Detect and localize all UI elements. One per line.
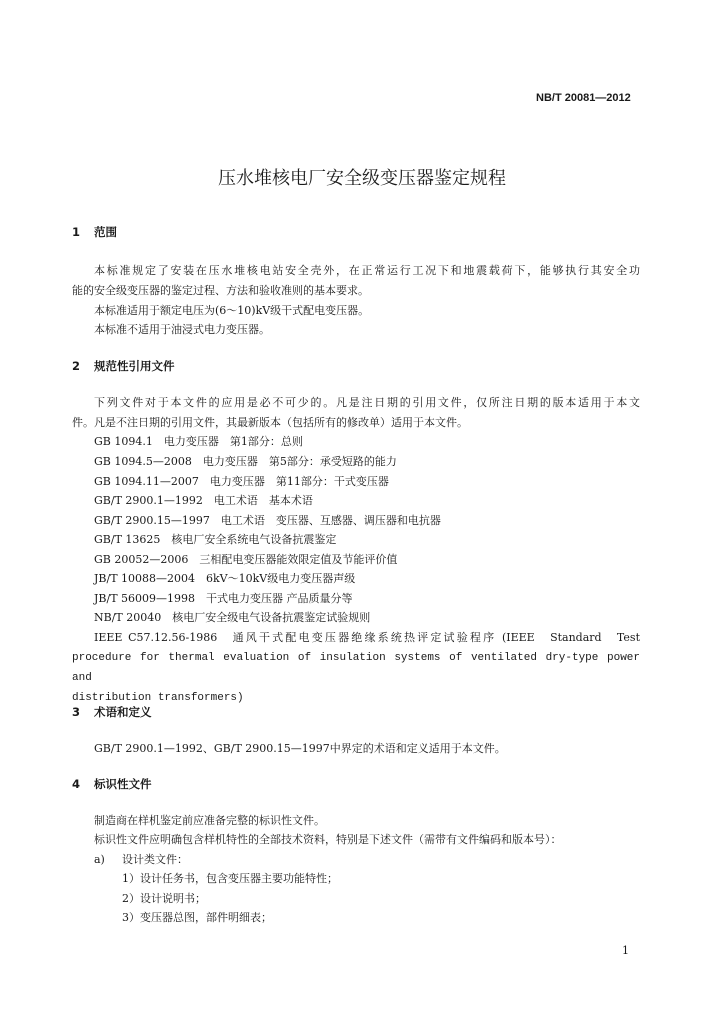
- section-title: 标识性文件: [94, 777, 152, 791]
- standard-code-header: NB/T 20081—2012: [536, 92, 631, 104]
- section-title: 规范性引用文件: [94, 359, 175, 373]
- paragraph-line: 件。凡是不注日期的引用文件，其最新版本（包括所有的修改单）适用于本文件。: [72, 416, 468, 429]
- sub-list-item: 1）设计任务书，包含变压器主要功能特性；: [122, 872, 338, 885]
- section-title: 范围: [94, 225, 118, 239]
- paragraph-line: procedure for thermal evaluation of insulation systems of ventilated dry-type power and: [72, 652, 640, 684]
- section-4-paragraph-2: 标识性文件应明确包含样机特性的全部技术资料，特别是下述文件（需带有文件编码和版本号）：: [94, 833, 562, 846]
- list-item-label: a): [94, 853, 105, 866]
- section-number: 2: [72, 359, 81, 373]
- sub-list-item: 3）变压器总图，部件明细表；: [122, 911, 272, 924]
- paragraph-line: 能的安全级变压器的鉴定过程、方法和验收准则的基本要求。: [72, 284, 369, 297]
- reference-item: NB/T 20040 核电厂安全级电气设备抗震鉴定试验规则: [94, 611, 371, 624]
- section-1-paragraph-3: 本标准不适用于油浸式电力变压器。: [94, 323, 270, 336]
- page-number: 1: [622, 944, 629, 957]
- section-1-paragraph-1: [72, 261, 640, 301]
- reference-item: GB/T 13625 核电厂安全系统电气设备抗震鉴定: [94, 533, 337, 546]
- reference-item: GB 1094.1 电力变压器 第1部分：总则: [94, 435, 303, 448]
- section-number: 3: [72, 705, 81, 719]
- list-item-a: [94, 850, 188, 870]
- section-4-heading: [72, 776, 152, 792]
- reference-item: GB/T 2900.1—1992 电工术语 基本术语: [94, 494, 313, 507]
- paragraph-line: 下列文件对于本文件的应用是必不可少的。凡是注日期的引用文件，仅所注日期的版本适用于本文: [94, 396, 640, 409]
- reference-item: JB/T 10088—2004 6kV～10kV级电力变压器声级: [94, 572, 356, 585]
- list-item-text: 设计类文件：: [122, 853, 188, 866]
- reference-item-ieee: [72, 628, 640, 708]
- section-4-paragraph-1: 制造商在样机鉴定前应准备完整的标识性文件。: [94, 814, 325, 827]
- paragraph-line: IEEE C57.12.56-1986 通风干式配电变压器绝缘系统热评定试验程序 (IEEE Standard Test: [94, 631, 640, 644]
- section-number: 1: [72, 225, 81, 239]
- document-title: 压水堆核电厂安全级变压器鉴定规程: [218, 168, 506, 189]
- section-title: 术语和定义: [94, 705, 152, 719]
- reference-item: GB 20052—2006 三相配电变压器能效限定值及节能评价值: [94, 553, 398, 566]
- paragraph-line: 本标准规定了安装在压水堆核电站安全壳外，在正常运行工况下和地震载荷下，能够执行其安全功: [94, 264, 640, 277]
- sub-list-item: 2）设计说明书；: [122, 892, 206, 905]
- section-2-heading: [72, 358, 175, 374]
- reference-item: GB/T 2900.15—1997 电工术语 变压器、互感器、调压器和电抗器: [94, 514, 441, 527]
- section-number: 4: [72, 777, 81, 791]
- section-3-heading: [72, 704, 152, 720]
- reference-item: GB 1094.5—2008 电力变压器 第5部分：承受短路的能力: [94, 455, 397, 468]
- paragraph-line: distribution transformers): [72, 692, 244, 704]
- reference-item: GB 1094.11—2007 电力变压器 第11部分：干式变压器: [94, 475, 389, 488]
- section-2-intro: [72, 393, 640, 433]
- section-3-paragraph: GB/T 2900.1—1992、GB/T 2900.15—1997中界定的术语和定义适用于本文件。: [94, 742, 506, 755]
- section-1-heading: [72, 224, 117, 240]
- reference-item: JB/T 56009—1998 干式电力变压器 产品质量分等: [94, 592, 353, 605]
- section-1-paragraph-2: 本标准适用于额定电压为(6～10)kV级干式配电变压器。: [94, 304, 370, 317]
